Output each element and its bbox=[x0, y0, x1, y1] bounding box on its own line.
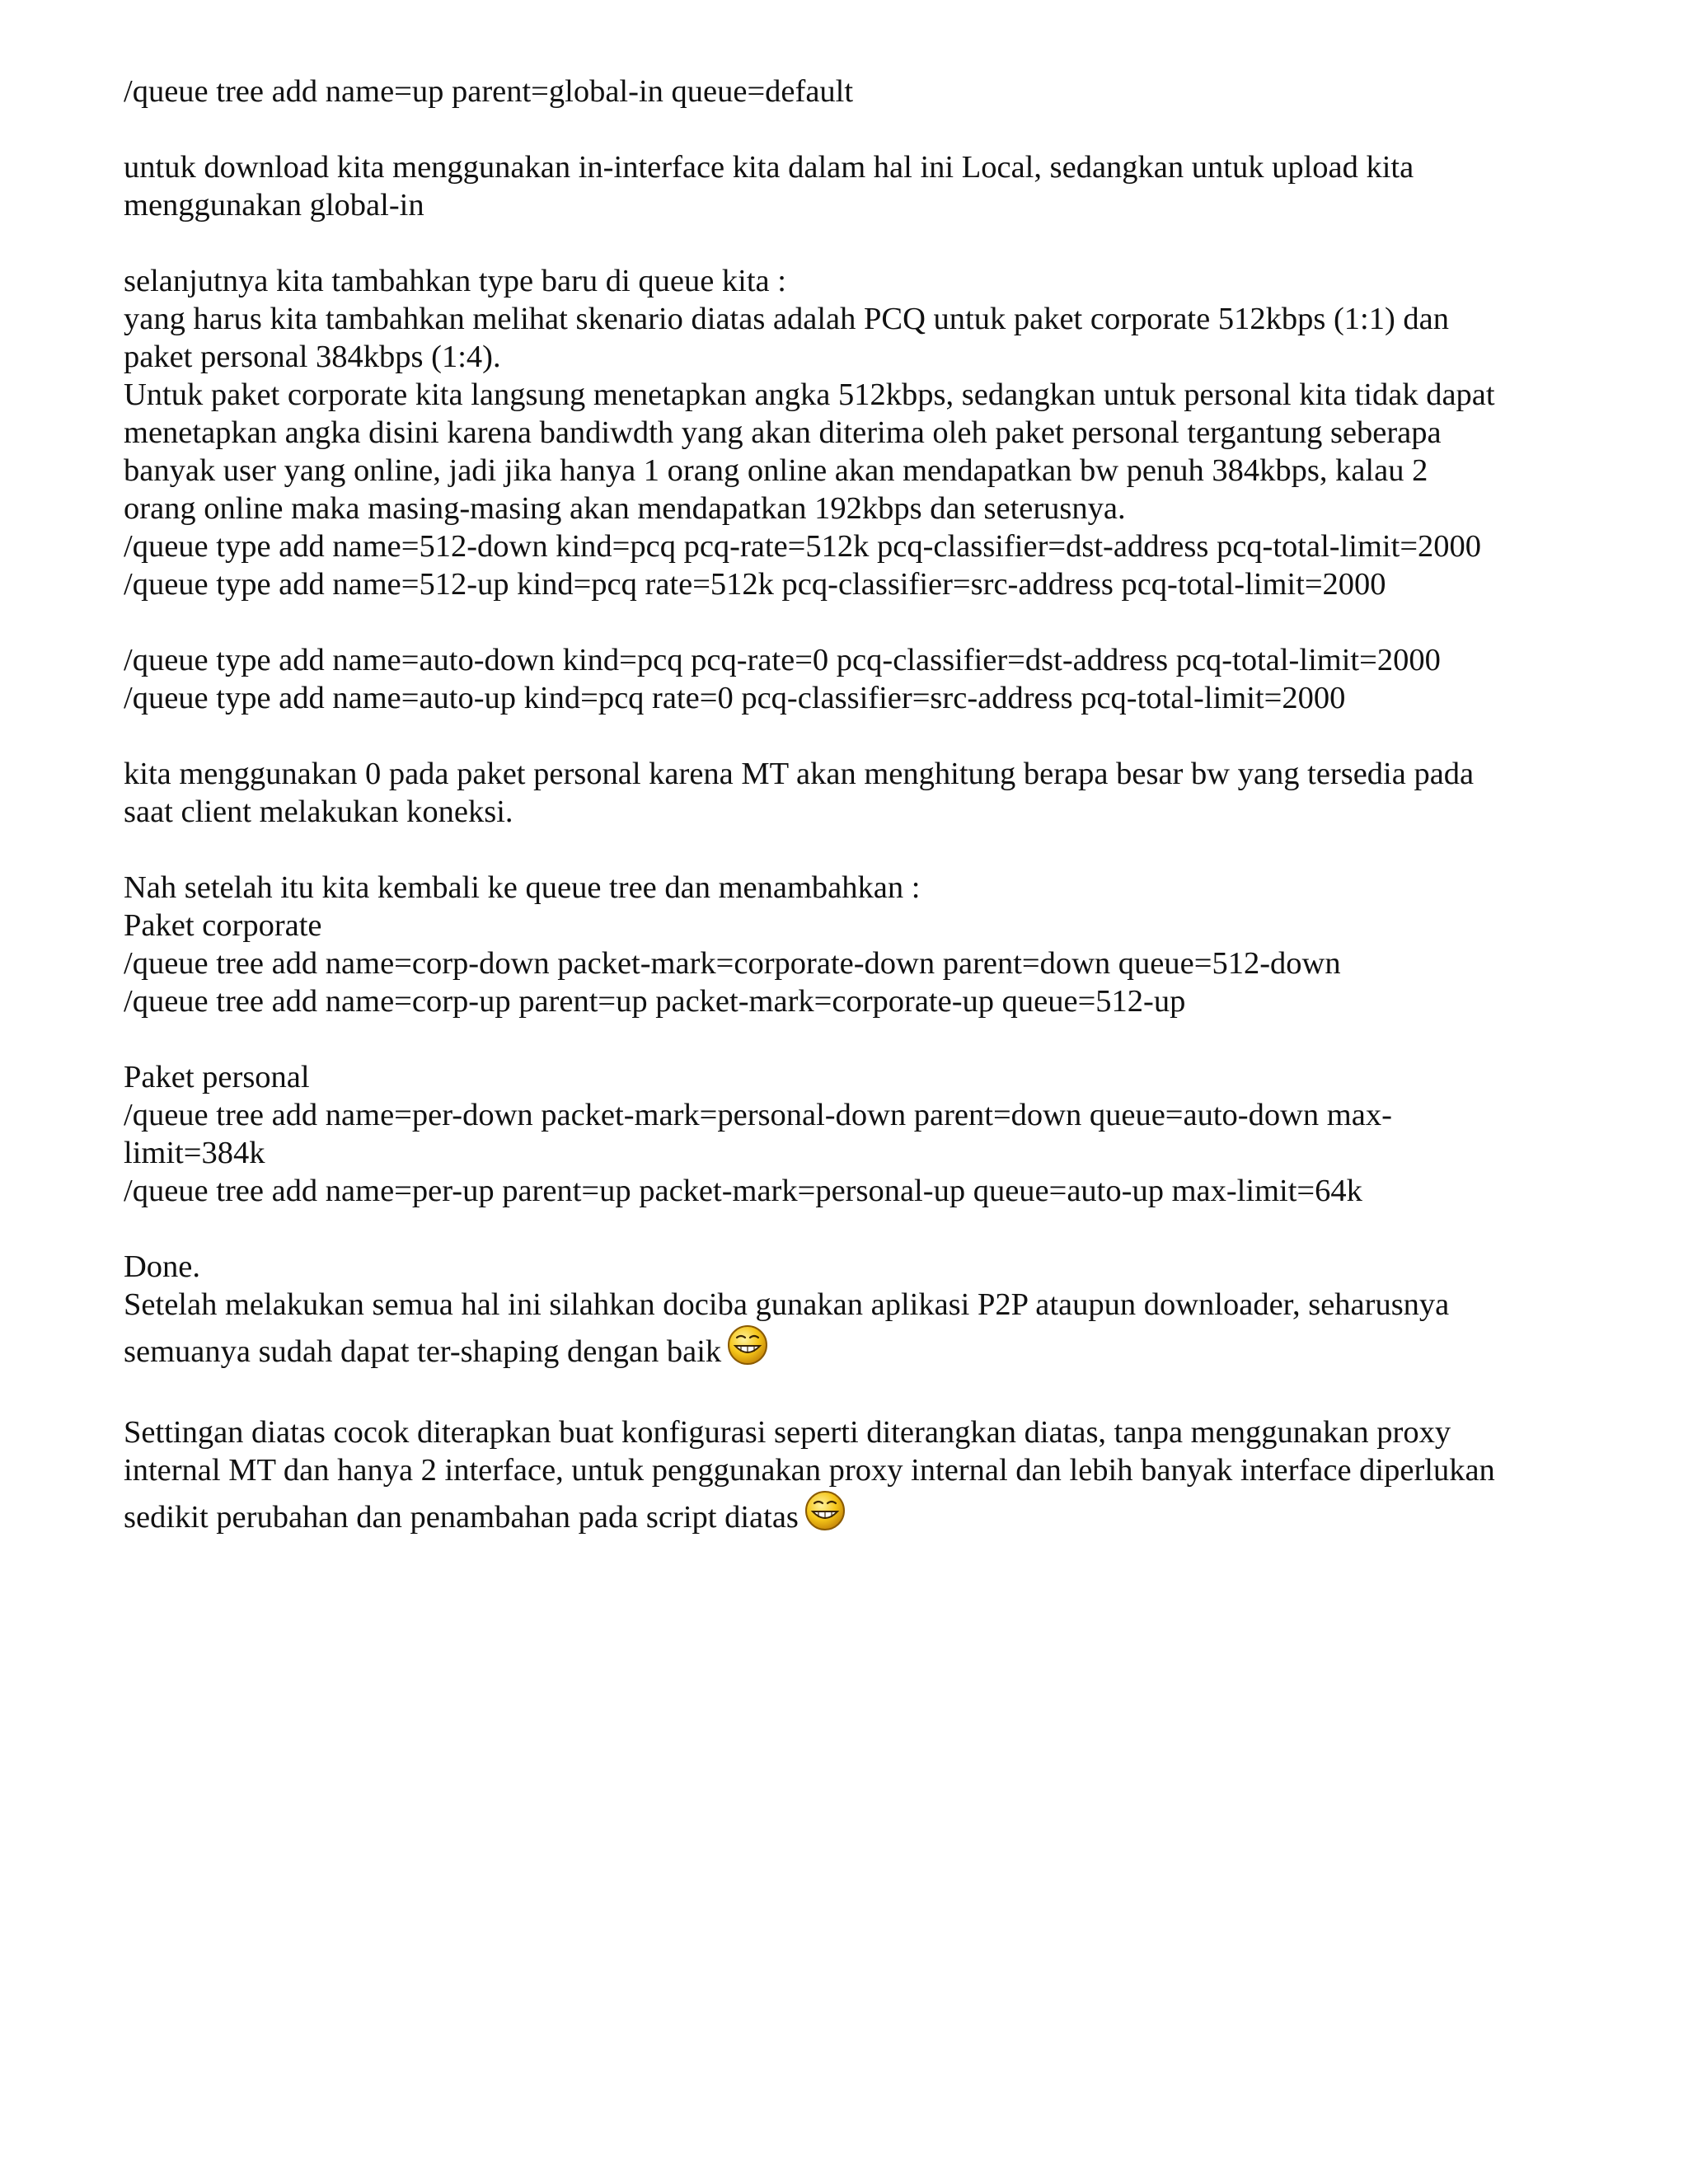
document-page bbox=[124, 73, 1566, 1541]
paragraph-gap bbox=[124, 224, 1566, 262]
text-line: orang online maka masing-masing akan mendapatkan 192kbps dan seterusnya. bbox=[124, 491, 1126, 526]
paragraph-gap bbox=[124, 1020, 1566, 1058]
paragraph-personal-tree bbox=[124, 1058, 1566, 1210]
paragraph-personal-explanation bbox=[124, 755, 1566, 831]
code-line: /queue type add name=512-down kind=pcq pcq-rate=512k pcq-classifier=dst-address pcq-total-limit=2000 bbox=[124, 529, 1482, 564]
text-line: menetapkan angka disini karena bandiwdth yang akan diterima oleh paket personal tergantung seberapa bbox=[124, 415, 1442, 450]
text-line: banyak user yang online, jadi jika hanya 1 orang online akan mendapatkan bw penuh 384kbps, kalau 2 bbox=[124, 453, 1428, 488]
code-line: /queue tree add name=per-down packet-mark=personal-down parent=down queue=auto-down max- bbox=[124, 1098, 1392, 1132]
code-line: /queue tree add name=per-up parent=up packet-mark=personal-up queue=auto-up max-limit=64k bbox=[124, 1174, 1362, 1208]
paragraph-gap bbox=[124, 831, 1566, 869]
paragraph-settings-note bbox=[124, 1413, 1566, 1541]
text-line: Done. bbox=[124, 1249, 201, 1284]
grin-emoji-icon bbox=[804, 1489, 846, 1532]
paragraph-gap bbox=[124, 1376, 1566, 1413]
text-line: Nah setelah itu kita kembali ke queue tree dan menambahkan : bbox=[124, 870, 921, 905]
paragraph-gap bbox=[124, 1210, 1566, 1248]
paragraph-gap bbox=[124, 603, 1566, 641]
text-line-with-emoji bbox=[124, 1489, 1566, 1541]
text-fragment: semuanya sudah dapat ter-shaping dengan baik bbox=[124, 1334, 722, 1369]
text-line: yang harus kita tambahkan melihat skenario diatas adalah PCQ untuk paket corporate 512kbps (1:1) dan bbox=[124, 302, 1449, 336]
paragraph-gap bbox=[124, 110, 1566, 148]
code-line: /queue type add name=auto-up kind=pcq rate=0 pcq-classifier=src-address pcq-total-limit=2000 bbox=[124, 681, 1346, 715]
grin-emoji-icon bbox=[726, 1324, 769, 1366]
code-line: /queue tree add name=corp-up parent=up packet-mark=corporate-up queue=512-up bbox=[124, 984, 1186, 1019]
code-line: /queue tree add name=corp-down packet-mark=corporate-down parent=down queue=512-down bbox=[124, 946, 1341, 981]
text-line: selanjutnya kita tambahkan type baru di queue kita : bbox=[124, 264, 786, 298]
paragraph-auto-queue-type bbox=[124, 641, 1566, 717]
text-line: Setelah melakukan semua hal ini silahkan dociba gunakan aplikasi P2P ataupun downloader, seharusnya bbox=[124, 1287, 1450, 1322]
code-line: /queue type add name=auto-down kind=pcq pcq-rate=0 pcq-classifier=dst-address pcq-total-limit=2000 bbox=[124, 643, 1441, 677]
text-line: /queue tree add name=up parent=global-in queue=default bbox=[124, 74, 854, 109]
paragraph-corporate-tree bbox=[124, 869, 1566, 1020]
paragraph-done bbox=[124, 1248, 1566, 1376]
text-line: paket personal 384kbps (1:4). bbox=[124, 340, 501, 374]
text-line: Paket personal bbox=[124, 1060, 310, 1094]
text-fragment: sedikit perubahan dan penambahan pada script diatas bbox=[124, 1500, 799, 1535]
text-line: saat client melakukan koneksi. bbox=[124, 794, 513, 829]
text-line: untuk download kita menggunakan in-interface kita dalam hal ini Local, sedangkan untuk upload kita bbox=[124, 150, 1414, 185]
code-line: /queue type add name=512-up kind=pcq rate=512k pcq-classifier=src-address pcq-total-limit=2000 bbox=[124, 567, 1386, 602]
text-line: Paket corporate bbox=[124, 908, 322, 943]
paragraph-download-upload bbox=[124, 148, 1566, 224]
text-line: internal MT dan hanya 2 interface, untuk penggunakan proxy internal dan lebih banyak interface diperlukan bbox=[124, 1453, 1495, 1488]
text-line: menggunakan global-in bbox=[124, 188, 424, 223]
code-line: limit=384k bbox=[124, 1136, 265, 1170]
paragraph-queue-tree-up bbox=[124, 73, 1566, 110]
text-line-with-emoji bbox=[124, 1324, 1566, 1376]
text-line: kita menggunakan 0 pada paket personal karena MT akan menghitung berapa besar bw yang tersedia pada bbox=[124, 757, 1475, 791]
text-line: Untuk paket corporate kita langsung menetapkan angka 512kbps, sedangkan untuk personal kita tidak dapat bbox=[124, 377, 1495, 412]
text-line: Settingan diatas cocok diterapkan buat konfigurasi seperti diterangkan diatas, tanpa menggunakan proxy bbox=[124, 1415, 1451, 1450]
paragraph-gap bbox=[124, 717, 1566, 755]
paragraph-queue-type bbox=[124, 262, 1566, 603]
